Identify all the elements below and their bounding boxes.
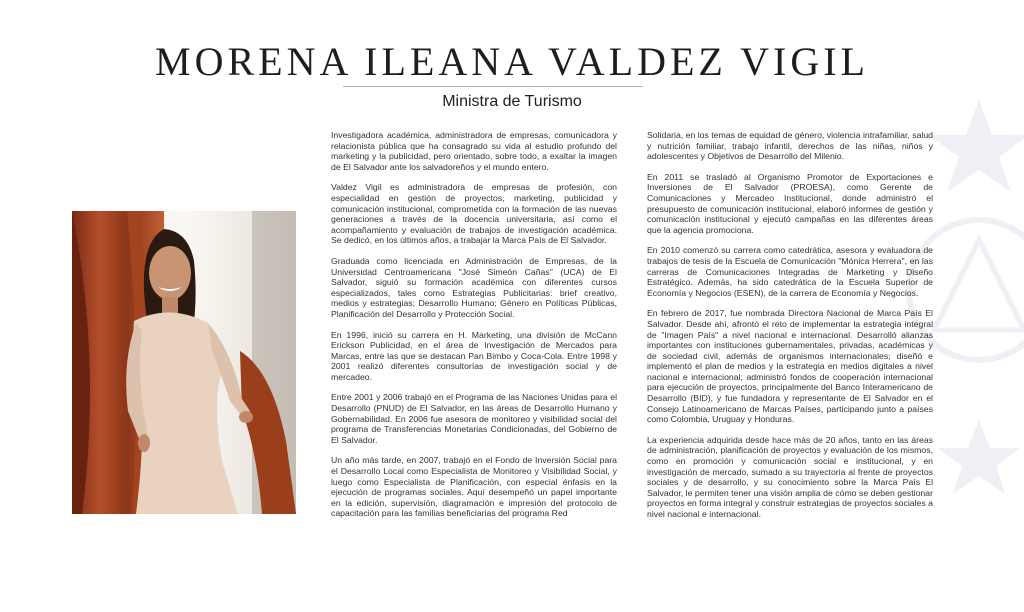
page-subtitle: Ministra de Turismo xyxy=(442,93,582,110)
bio-paragraph: Un año más tarde, en 2007, trabajó en el Fondo de Inversión Social para el Desarrollo Local como Especialista de Monitoreo y Visibilidad Social, y luego como Especialista de Planificación, con especial énfasis en la ejecución de programas sociales. Aquí desempeñó un papel importante en la edición, supervisión, diagramación e impresión del protocolo de capacitación para las familias beneficiarias del programa Red xyxy=(331,455,617,519)
bio-paragraph: En 1996, inició su carrera en H. Marketing, una división de McCann Erickson Publicidad, en el área de Investigación de Mercados para Marcas, entre las que se destacan Pan Bimbo y Coca-Cola. Entre 1998 y 2001 realizó diferentes consultorías de investigación social y de mercadeo. xyxy=(331,329,617,382)
bio-paragraph: Solidaria, en los temas de equidad de género, violencia intrafamiliar, salud y nutrición familiar, trabajo infantil, derechos de las niñas, niños y adolescentes y Objetivos de Desarrollo del Milenio. xyxy=(647,130,933,162)
title-divider xyxy=(343,86,643,87)
bio-paragraph: En febrero de 2017, fue nombrada Directora Nacional de Marca País El Salvador. Desde ahí, afrontó el reto de implementar la estrategia integral de "Imagen País" a nivel nacional e internacional. Desarrolló alianzas importantes con instituciones gubernamentales, privadas, académicas y de sociedad civil, además de organismos internacionales; diseñó e implementó el plan de medios y la estrategia en medios digitales a nivel nacional e internacional; administró fondos de cooperación internacional para ejecución de proyectos, principalmente del Banco Interamericano de Desarrollo (BID), y fue fundadora y representante de El Salvador en el Consejo Latinoamericano de Marcas Países, participando junto a países como Colombia, Uruguay y Honduras. xyxy=(647,308,933,425)
bio-paragraph: Investigadora académica, administradora de empresas, comunicadora y relacionista pública que ha consagrado su vida al estudio profundo del marketing y la publicidad, pero orientado, sobre todo, a exaltar la imagen de El Salvador ante los salvadoreños y el mundo entero. xyxy=(331,130,617,172)
bio-paragraph: En 2011 se trasladó al Organismo Promotor de Exportaciones e Inversiones de El Salvador (PROESA), como Gerente de Comunicaciones y Mercadeo Institucional, donde administró el presupuesto de comunicación institucional, elaboró informes de gestión y comunicación institucional y ejecutó campañas en las diferentes áreas que la agencia promociona. xyxy=(647,171,933,235)
bio-paragraph: Valdez Vigil es administradora de empresas de profesión, con especialidad en gestión de proyectos, marketing, publicidad y comunicación institucional, comprometida con la formación de las nuevas generaciones a través de la docencia universitaria, así como el acompañamiento y evaluación de trabajos de investigación académica. Se dedicó, en los últimos años, a trabajar la Marca País de El Salvador. xyxy=(331,182,617,246)
bio-paragraph: Graduada como licenciada en Administración de Empresas, de la Universidad Centroamericana "José Simeón Cañas" (UCA) de El Salvador, siguió su formación académica con diferentes cursos especializados, tales como Estrategias Publicitarias: brief creativo, medios y estrategias; Desarrollo Humano; Género en Políticas Públicas, Planificación del Desarrollo y Protección Social. xyxy=(331,255,617,319)
bio-paragraph: En 2010 comenzó su carrera como catedrática, asesora y evaluadora de trabajos de tesis de la Escuela de Comunicación "Mónica Herrera", en las carreras de Comunicaciones Integradas de Marketing y Diseño Estratégico. Además, ha sido catedrática de la Escuela Superior de Economía y Negocios (ESEN), de la carrera de Economía y Negocios. xyxy=(647,245,933,298)
bio-paragraph: Entre 2001 y 2006 trabajó en el Programa de las Naciones Unidas para el Desarrollo (PNUD) de El Salvador, en las áreas de Desarrollo Humano y Gobernabilidad. En 2006 fue asesora de monitoreo y visibilidad social del programa de Transferencias Monetarias Condicionadas, del Gobierno de El Salvador. xyxy=(331,392,617,445)
page-title: MORENA ILEANA VALDEZ VIGIL xyxy=(155,39,869,84)
biography-column-right xyxy=(647,130,933,530)
biography-column-left xyxy=(331,130,617,529)
bio-paragraph: La experiencia adquirida desde hace más de 20 años, tanto en las áreas de administración, planificación de proyectos y evaluación de los mismos, como en promoción y comunicación social e institucional, y en investigación de mercado, sumado a su trayectoria al frente de proyectos sociales y de desarrollo, y su conocimiento sobre la Marca País El Salvador, le permiten tener una visión amplia de cómo se deben gestionar proyectos en forma integral y construir estrategias de proyectos sociales a nivel nacional e internacional. xyxy=(647,434,933,519)
portrait-photo xyxy=(72,211,296,514)
